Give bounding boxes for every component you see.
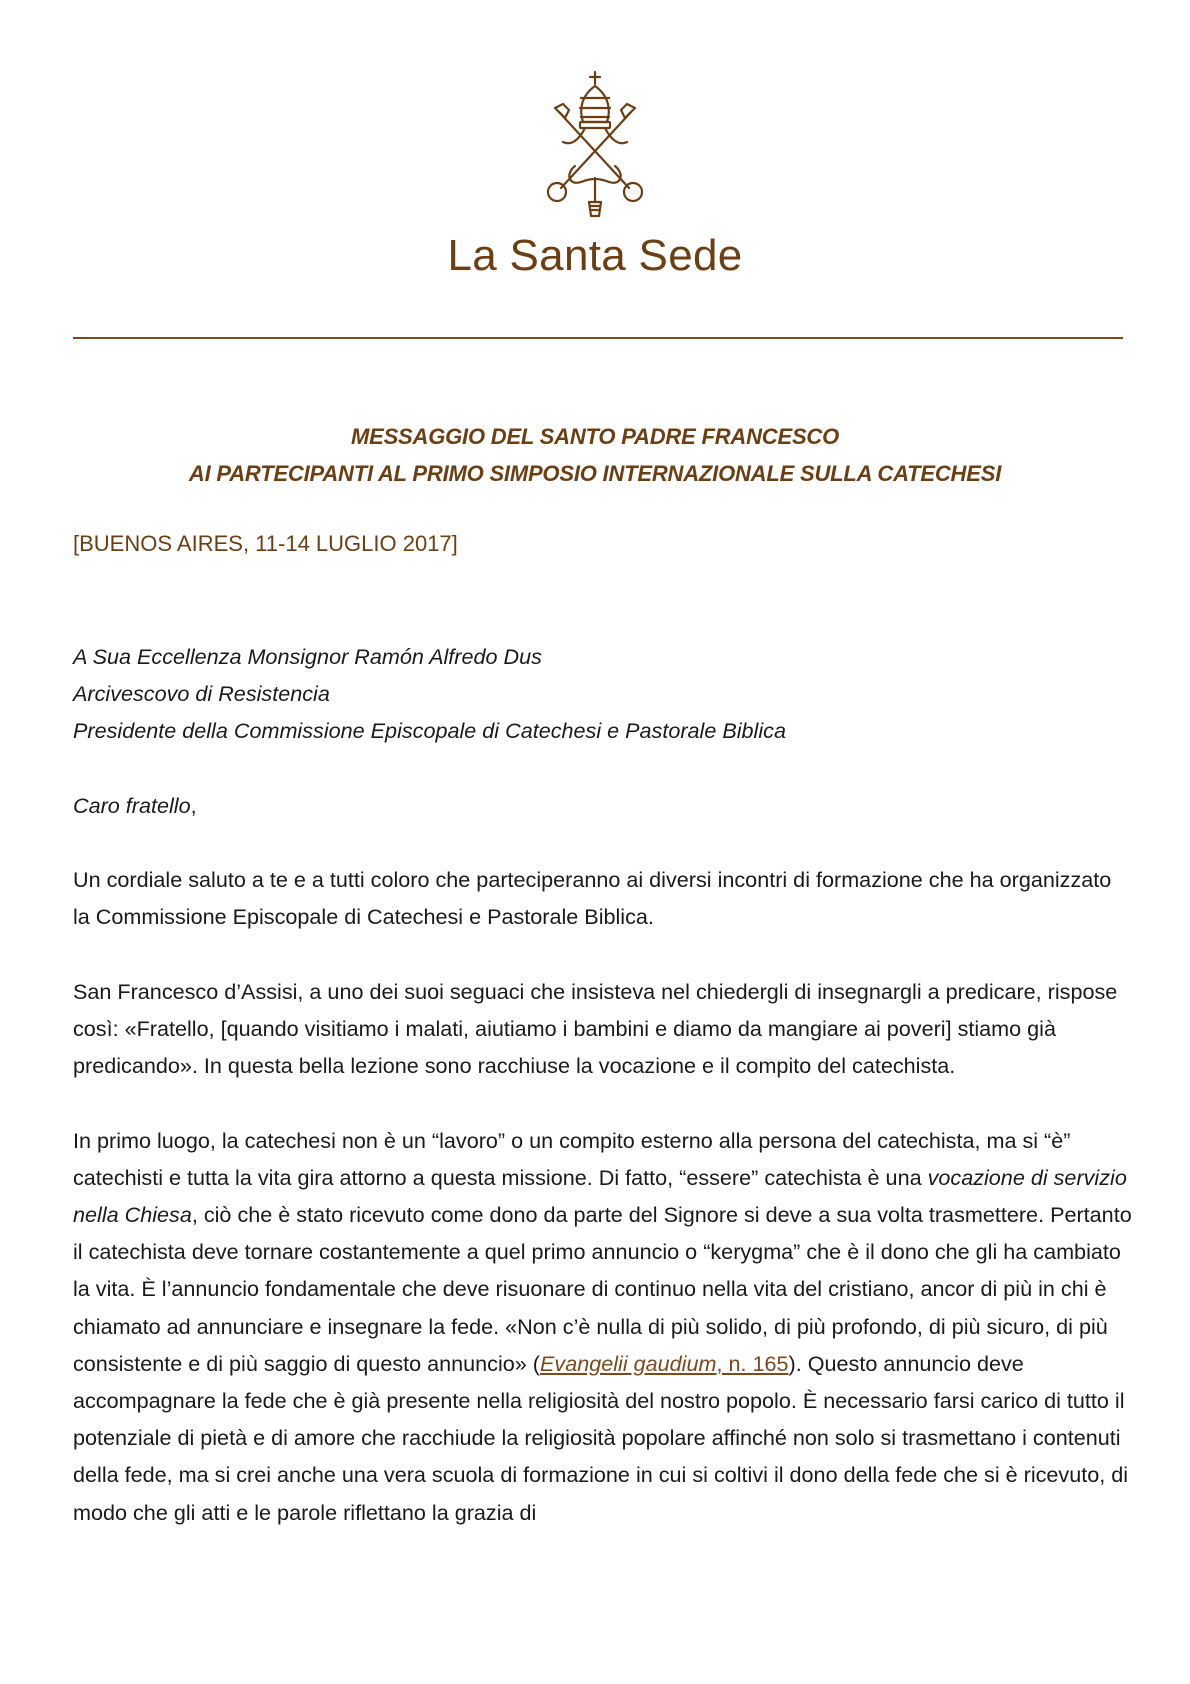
salutation bbox=[73, 787, 1133, 824]
paragraph-2: San Francesco d’Assisi, a uno dei suoi seguaci che insisteva nel chiedergli di insegnargli a predicare, rispose così: «Fratello, [quando visitiamo i malati, aiutiamo i bambini e diamo da mangiare ai poveri] stiamo già predicando». In questa bella lezione sono racchiuse la vocazione e il compito del catechista. bbox=[73, 978, 1118, 1079]
addressee-line-3: Presidente della Commissione Episcopale di Catechesi e Pastorale Biblica bbox=[73, 718, 786, 744]
paragraph-3-part-3: ). Questo annuncio deve accompagnare la fede che è già presente nella religiosità del nostro popolo. È necessario farsi carico di tutto il potenziale di pietà e di amore che racchiude la religiosità popolare affinché non solo si trasmettano i contenuti della fede, ma si crei anche una vera scuola di formazione in cui si coltivi il dono della fede che si è ricevuto, di modo che gli atti e le parole riflettano la grazia di bbox=[73, 1350, 1129, 1525]
paragraph-3 bbox=[73, 1122, 1133, 1531]
addressee-line-2: Arcivescovo di Resistencia bbox=[73, 681, 330, 707]
document-heading-line-2: AI PARTECIPANTI AL PRIMO SIMPOSIO INTERNAZIONALE SULLA CATECHESI bbox=[188, 461, 1002, 486]
evangelii-gaudium-link-title: Evangelii gaudium bbox=[540, 1350, 717, 1376]
salutation-text: Caro fratello bbox=[73, 792, 191, 818]
site-title: La Santa Sede bbox=[447, 231, 743, 280]
document-heading-line-1: MESSAGGIO DEL SANTO PADRE FRANCESCO bbox=[350, 424, 840, 449]
paragraph-1: Un cordiale saluto a te e a tutti coloro che parteciperanno ai diversi incontri di formazione che ha organizzato la Commissione Episcopale di Catechesi e Pastorale Biblica. bbox=[73, 867, 1112, 930]
document-body bbox=[73, 638, 1133, 1568]
document-heading bbox=[0, 418, 1190, 492]
salutation-punctuation: , bbox=[190, 792, 197, 818]
evangelii-gaudium-link[interactable] bbox=[540, 1351, 789, 1376]
dateline: [BUENOS AIRES, 11-14 LUGLIO 2017] bbox=[73, 531, 458, 556]
paragraph-3-part-1: In primo luogo, la catechesi non è un “lavoro” o un compito esterno alla persona del catechista, ma si “è” catechisti e tutta la vita gira attorno a questa missione. Di fatto, “essere” catechista è una bbox=[73, 1127, 1071, 1190]
papal-coat-of-arms-icon bbox=[535, 70, 655, 218]
evangelii-gaudium-link-ref: , n. 165 bbox=[716, 1350, 789, 1376]
header-divider bbox=[73, 337, 1123, 339]
paragraph-3-italic: vocazione di servizio nella Chiesa bbox=[73, 1164, 1127, 1227]
addressee-line-1: A Sua Eccellenza Monsignor Ramón Alfredo Dus bbox=[73, 644, 542, 669]
paragraph-3-part-2: , ciò che è stato ricevuto come dono da parte del Signore si deve a sua volta trasmettere. Pertanto il catechista deve tornare costantemente a quel primo annuncio o “kerygma” che è il dono che gli ha cambiato la vita. È l’annuncio fondamentale che deve risuonare di continuo nella vita del cristiano, ancor di più in chi è chiamato ad annunciare e insegnare la fede. «Non c’è nulla di più solido, di più profondo, di più sicuro, di più consistente e di più saggio di questo annuncio» ( bbox=[73, 1201, 1132, 1376]
